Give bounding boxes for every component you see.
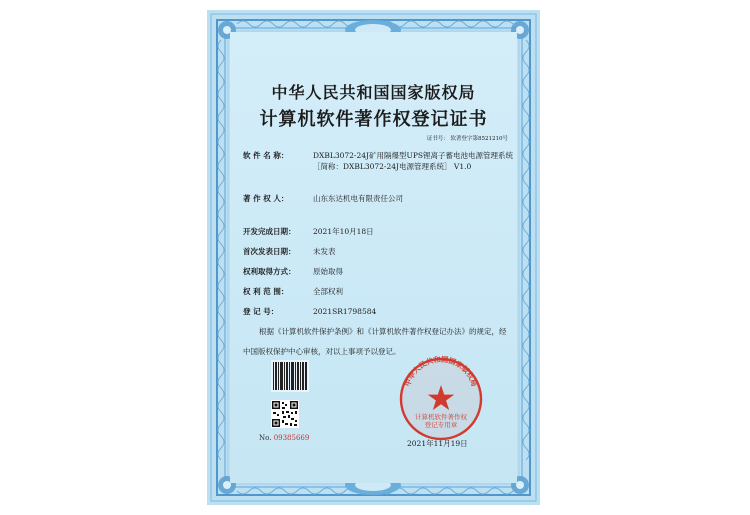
official-seal-icon	[397, 355, 485, 443]
field-label: 登 记 号：	[243, 307, 279, 316]
field-label: 权利取得方式：	[243, 267, 296, 276]
qr-code-icon	[271, 400, 299, 428]
field-value: 2021SR1798584	[313, 307, 377, 316]
certificate	[207, 10, 540, 505]
field-value: 原始取得	[313, 267, 343, 276]
issue-date: 2021年11月19日	[407, 439, 468, 448]
statement-paragraph: 根据《计算机软件保护条例》和《计算机软件著作权登记办法》的规定，经中国版权保护中心审核，对以上事项予以登记。	[243, 327, 507, 356]
serial-value: 09385669	[273, 434, 310, 442]
certificate-number: 证书号： 软著登字第8521210号	[426, 136, 508, 142]
field-label: 著 作 权 人：	[243, 194, 289, 203]
field-label: 开发完成日期：	[243, 227, 296, 236]
field-value: DXBL3072-24J矿用隔爆型UPS锂离子蓄电池电源管理系统［简称：DXBL3072-24J电源管理系统］ V1.0	[313, 151, 514, 171]
field-label: 软 件 名 称：	[243, 151, 289, 160]
field-label: 权 利 范 围：	[243, 287, 289, 296]
seal-inner-text-1: 计算机软件著作权	[415, 413, 467, 421]
serial-number	[259, 434, 309, 442]
field-value: 全部权利	[313, 287, 343, 296]
field-value: 山东东达机电有限责任公司	[313, 194, 403, 203]
seal-outer-text: 中华人民共和国国家版权局	[402, 355, 480, 388]
field-value: 2021年10月18日	[313, 227, 374, 236]
field-label: 首次发表日期：	[243, 247, 296, 256]
field-value: 未发表	[313, 247, 336, 256]
seal-inner-text-2: 登记专用章	[424, 421, 458, 429]
certificate-title: 计算机软件著作权登记证书	[259, 109, 488, 130]
issuer-title: 中华人民共和国国家版权局	[271, 83, 476, 102]
barcode-icon	[271, 360, 309, 392]
serial-prefix: No.	[259, 434, 272, 442]
